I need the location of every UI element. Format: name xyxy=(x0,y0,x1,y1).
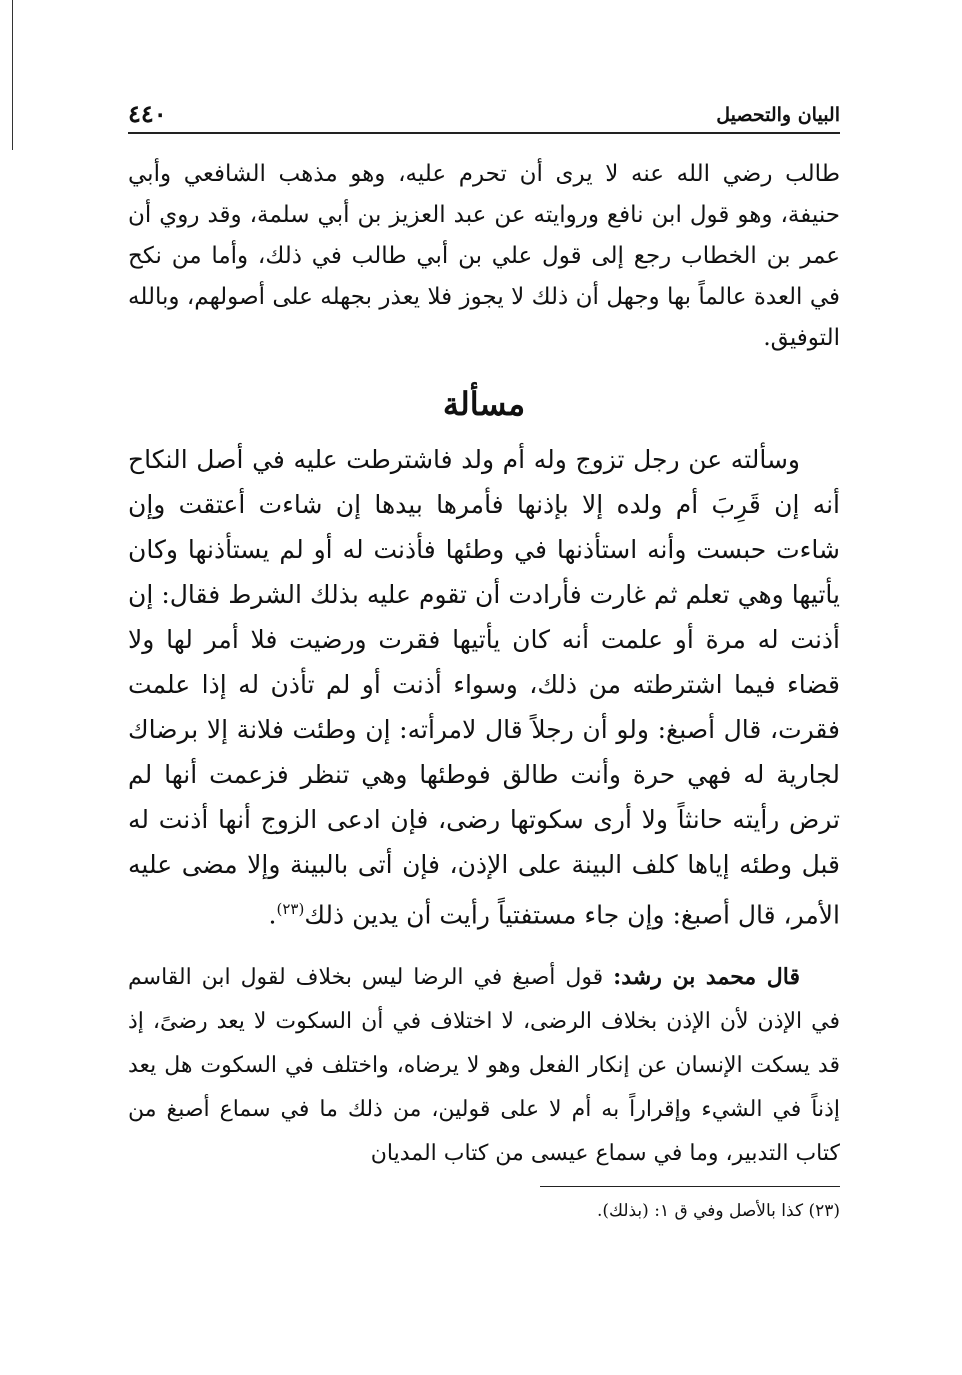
question-end: . xyxy=(268,900,277,930)
section-heading: مسألة xyxy=(442,385,526,423)
opening-paragraph: طالب رضي الله عنه لا يرى أن تحرم عليه، وهو مذهب الشافعي وأبي حنيفة، وهو قول ابن نافع وروايته عن عبد العزيز بن أبي سلمة، وقد روي أن عمر بن الخطاب رجع إلى قول علي بن أبي طالب في ذلك، وأما من نكح في العدة عالماً بها وجهل أن ذلك لا يجوز فلا يعذر بجهله على أصولهم، وبالله التوفيق. xyxy=(128,161,840,351)
commentary-text: قول أصبغ في الرضا ليس بخلاف لقول ابن القاسم في الإذن لأن الإذن بخلاف الرضى، لا اختلاف في أن السكوت لا يعد رضىً، إذ قد يسكت الإنسان عن إنكار الفعل وهو لا يرضاه، واختلف في السكوت هل يعد إذناً في الشيء وإقراراً به أم لا على قولين، من ذلك ما في سماع أصبغ من كتاب التدبير، وما في سماع عيسى من كتاب المديان xyxy=(128,965,840,1167)
footnote-reference: (٢٣) xyxy=(276,900,305,918)
commentary-speaker: قال محمد بن رشد: xyxy=(613,964,800,991)
running-header xyxy=(128,78,840,134)
footnote: (٢٣) كذا بالأصل وفي ق ١: (بذلك). xyxy=(596,1201,840,1222)
commentary-paragraph xyxy=(128,955,840,1176)
footnote-divider xyxy=(540,1186,840,1187)
question-text: وسألته عن رجل تزوج وله أم ولد فاشترطت عليه في أصل النكاح أنه إن قَرِبَ أم ولده إلا بإذنها فأمرها بيدها إن شاءت أعتقت وإن شاءت حبست وأنه استأذنها في وطئها فأذنت له أو لم يستأذنها وكان يأتيها وهي تعلم ثم غارت فأرادت أن تقوم عليه بذلك الشرط فقال: إن أذنت له مرة أو علمت أنه كان يأتيها فقرت ورضيت فلا أمر لها ولا قضاء فيما اشترطته من ذلك، وسواء أذنت أو لم تأذن له إذا علمت فقرت، قال أصبغ: ولو أن رجلاً قال لامرأته: إن وطئت فلانة إلا برضاك لجارية له فهي حرة وأنت طالق فوطئها وهي تنظر فزعمت أنها لم ترض رأيته حانثاً ولا أرى سكوتها رضى، فإن ادعى الزوج أنها أذنت له قبل وطئه إياها كلف البينة على الإذن، فإن أتى بالبينة وإلا مضى عليه الأمر، قال أصبغ: وإن جاء مستفتياً رأيت أن يدين ذلك xyxy=(128,445,840,930)
book-title: البيان والتحصيل xyxy=(716,104,840,126)
margin-rule xyxy=(12,0,13,150)
book-page xyxy=(128,78,840,1298)
question-paragraph xyxy=(128,437,840,937)
page-number: ٤٤٠ xyxy=(128,99,167,128)
